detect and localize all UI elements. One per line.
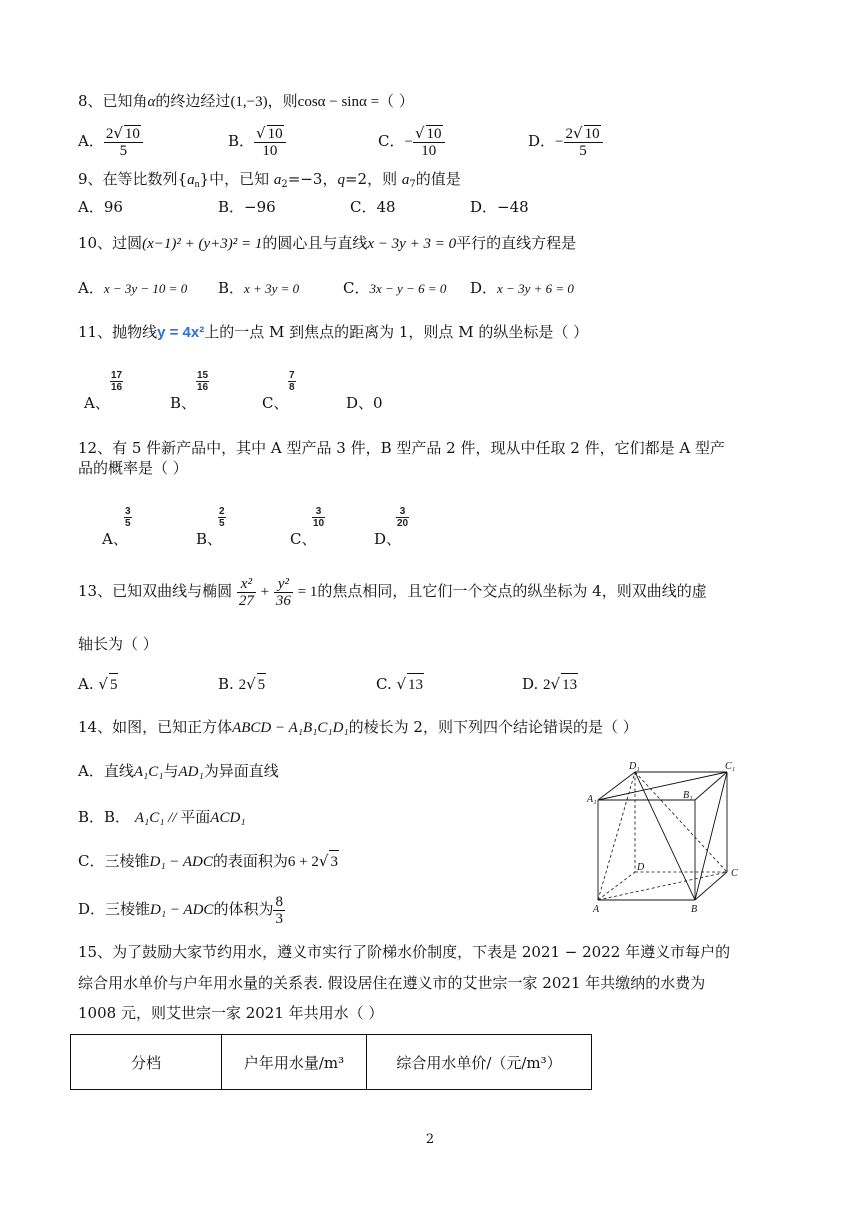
option-radicand: 5 xyxy=(109,673,119,696)
q9-option-a: A．96 xyxy=(78,198,123,216)
q10-stem: 10、过圆(x−1)² + (y+3)² = 1的圆心且与直线x − 3y + 3 = 0平行的直线方程是 xyxy=(78,234,577,252)
q9-stem: 9、在等比数列$\{a_n\}$中，已知 $a_2=-3$，q=2，则 $a_7$的值是 xyxy=(78,170,461,190)
label-d1: D₁ xyxy=(629,761,640,772)
option-label: A. xyxy=(78,675,99,693)
q13-option-c: C. √ 13 xyxy=(376,673,424,696)
edge-bc xyxy=(695,872,727,900)
edge-b1c1 xyxy=(695,772,727,800)
q9-option-d: D．−48 xyxy=(470,198,529,216)
option-label: C、 xyxy=(262,394,289,412)
label-b: B xyxy=(691,904,698,915)
table-header-cell: 户年用水量/m³ xyxy=(222,1035,367,1090)
table-header-cell: 综合用水单价/（元/m³） xyxy=(367,1035,592,1090)
diag-d1c-hidden xyxy=(635,772,727,872)
label-a1: A₁ xyxy=(587,794,597,805)
q13-option-d: D. 2√ 13 xyxy=(522,673,578,696)
q15-line1: 15、为了鼓励大家节约用水，遵义市实行了阶梯水价制度，下表是 2021 − 2022 年遵义市每户的 xyxy=(78,943,731,961)
page-number: 2 xyxy=(425,1132,435,1147)
option-label: C. xyxy=(376,675,397,693)
label-c1: C₁ xyxy=(725,761,736,772)
q11-option-d xyxy=(346,392,383,414)
option-fraction: $\frac{15}{16}$ xyxy=(197,370,209,393)
q9-option-c: C．48 xyxy=(350,198,396,216)
q10-option-c: C．3x − y − 6 = 0 xyxy=(343,279,447,297)
q11-stem: 11、抛物线y = 4x²上的一点 M 到焦点的距离为 1，则点 M 的纵坐标是（ ） xyxy=(78,323,589,341)
option-label: C． xyxy=(378,132,405,150)
label-d: D xyxy=(637,862,645,873)
q15-line3: 1008 元，则艾世宗一家 2021 年共用水（ ） xyxy=(78,1004,384,1022)
label-a: A xyxy=(593,904,600,915)
q14-option-b: B．B． A₁C₁ // 平面ACD₁ xyxy=(78,808,246,826)
q13-option-a: A. √ 5 xyxy=(78,673,118,696)
option-label: A、 xyxy=(84,394,110,412)
option-label: D． xyxy=(528,132,556,150)
option-label: A． xyxy=(78,132,104,150)
option-fraction: $\frac{2√ 10}{5}$ xyxy=(564,125,603,159)
q12-line1: 12、有 5 件新产品中，其中 A 型产品 3 件，B 型产品 2 件，现从中任取 2 件，它们都是 A 型产 xyxy=(78,439,725,457)
option-radicand: 13 xyxy=(407,673,424,696)
diag-ad1-hidden xyxy=(598,772,635,900)
option-label: D、0 xyxy=(346,394,383,412)
ellipse-y-term: $\frac{\text{y²}}{36}$ xyxy=(275,575,291,609)
diag-ac-hidden xyxy=(598,872,727,900)
option-fraction: $\frac{3}{20}$ xyxy=(397,506,409,529)
q8-option-a xyxy=(78,121,143,161)
option-label: D、 xyxy=(374,530,402,548)
option-label: C、 xyxy=(290,530,317,548)
table-header-row xyxy=(71,1035,592,1090)
option-label: B、 xyxy=(196,530,223,548)
q13-option-b: B. 2√ 5 xyxy=(218,673,266,696)
option-radicand: 5 xyxy=(257,673,267,696)
option-radicand: 13 xyxy=(561,673,578,696)
table-header-cell: 分档 xyxy=(71,1035,222,1090)
q14-option-a: A．直线A₁C₁与AD₁为异面直线 xyxy=(78,762,279,780)
parabola-equation: y = 4x² xyxy=(157,324,205,341)
cube-figure xyxy=(585,760,745,918)
q8-stem: 8、已知角α的终边经过(1,−3)，则cosα − sinα =（ ） xyxy=(78,92,414,110)
q14-option-c: C．三棱锥D₁ − ADC的表面积为6 + 2√ 3 xyxy=(78,850,339,873)
option-label: B． xyxy=(228,132,255,150)
option-label: D. xyxy=(522,675,544,693)
label-c: C xyxy=(731,868,738,879)
option-fraction: $\frac{3}{5}$ xyxy=(125,506,131,529)
q14-stem: 14、如图，已知正方体ABCD − A₁B₁C₁D₁的棱长为 2，则下列四个结论错误的是（ ） xyxy=(78,718,638,736)
q10-option-a: A．x − 3y − 10 = 0 xyxy=(78,279,188,297)
q14-option-d: D．三棱锥D₁ − ADC的体积为 $\frac{8}{3}$ xyxy=(78,893,283,927)
option-fraction: $\frac{√ 10}{10}$ xyxy=(254,125,286,159)
q10-option-d: D．x − 3y + 6 = 0 xyxy=(470,279,574,297)
option-label: B. xyxy=(218,675,239,693)
option-label: B、 xyxy=(170,394,197,412)
q13-stem: 13、已知双曲线与椭圆 $\frac{\text{x²}}{27}$ + $\frac{\text{y²}}{36}$ = 1的焦点相同，且它们一个交点的纵坐标为 4，则双曲线的虚 xyxy=(78,575,707,609)
option-sign: − xyxy=(555,134,564,150)
option-sign: − xyxy=(404,134,413,150)
option-label: A、 xyxy=(102,530,128,548)
diag-c1b xyxy=(695,772,727,900)
q8-option-b xyxy=(228,121,286,161)
q12-line2: 品的概率是（ ） xyxy=(78,459,188,477)
option-fraction: $\frac{2}{5}$ xyxy=(219,506,225,529)
option-fraction: $\frac{7}{8}$ xyxy=(289,370,295,393)
option-fraction: $\frac{17}{16}$ xyxy=(111,370,123,393)
label-b1: B₁ xyxy=(683,790,693,801)
q8-option-c xyxy=(378,121,445,162)
ellipse-x-term: $\frac{\text{x²}}{27}$ xyxy=(238,575,254,609)
q8-option-d xyxy=(528,121,603,162)
q13-line2: 轴长为（ ） xyxy=(78,635,158,653)
diag-a1c1 xyxy=(598,772,727,800)
option-fraction: $\frac{3}{10}$ xyxy=(313,506,325,529)
q15-line2: 综合用水单价与户年用水量的关系表. 假设居住在遵义市的艾世宗一家 2021 年共缴纳的水费为 xyxy=(78,974,706,992)
q10-option-b: B．x + 3y = 0 xyxy=(218,279,300,297)
volume-fraction: $\frac{8}{3}$ xyxy=(275,893,283,927)
water-price-table xyxy=(70,1034,592,1090)
q9-option-b: B．−96 xyxy=(218,198,276,216)
option-fraction: $\frac{2√ 10}{5}$ xyxy=(104,125,143,159)
option-fraction: $\frac{√ 10}{10}$ xyxy=(413,125,445,159)
